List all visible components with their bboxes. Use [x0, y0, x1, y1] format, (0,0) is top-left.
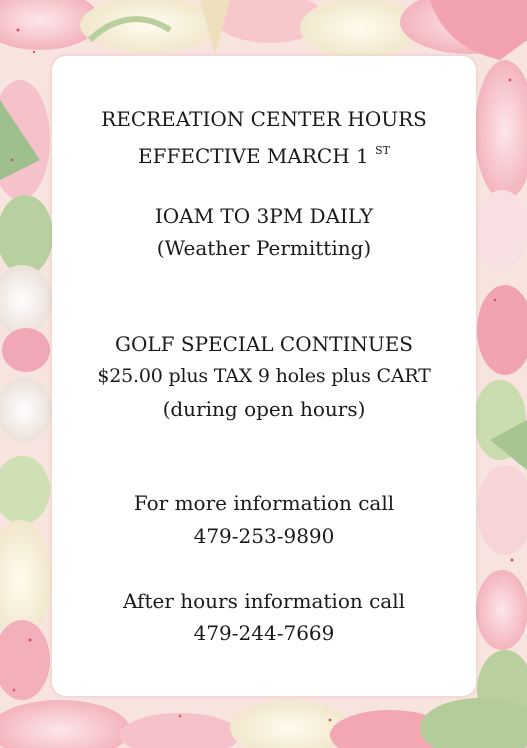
notice-card [52, 56, 476, 696]
golf-price [52, 363, 476, 389]
info-phone-text: 479-253-9890 [193, 524, 335, 548]
golf-heading [52, 331, 476, 357]
golf-note-text: (during open hours) [162, 397, 366, 421]
after-hours-label [52, 588, 476, 614]
bottom-flowers [0, 698, 527, 748]
title-line-2 [52, 138, 476, 169]
info-phone [52, 523, 476, 549]
title-line-1 [52, 106, 476, 132]
title-text-1: RECREATION CENTER HOURS [101, 107, 427, 131]
left-flowers [0, 80, 53, 700]
after-hours-phone-text: 479-244-7669 [193, 621, 335, 645]
title-text-2: EFFECTIVE MARCH 1 [138, 144, 369, 168]
after-hours-phone [52, 620, 476, 646]
hours-text: IOAM TO 3PM DAILY [154, 204, 374, 228]
weather-note: (Weather Permitting) [156, 236, 372, 260]
weather-line [52, 235, 476, 261]
hours-line [52, 203, 476, 229]
right-flowers [474, 60, 527, 730]
golf-price-text: $25.00 plus TAX 9 holes plus CART [97, 365, 431, 387]
golf-heading-text: GOLF SPECIAL CONTINUES [114, 332, 414, 356]
after-hours-label-text: After hours information call [122, 589, 406, 613]
info-label-text: For more information call [133, 491, 395, 515]
info-label [52, 490, 476, 516]
ordinal-superscript: ST [375, 144, 390, 157]
golf-note [52, 396, 476, 422]
